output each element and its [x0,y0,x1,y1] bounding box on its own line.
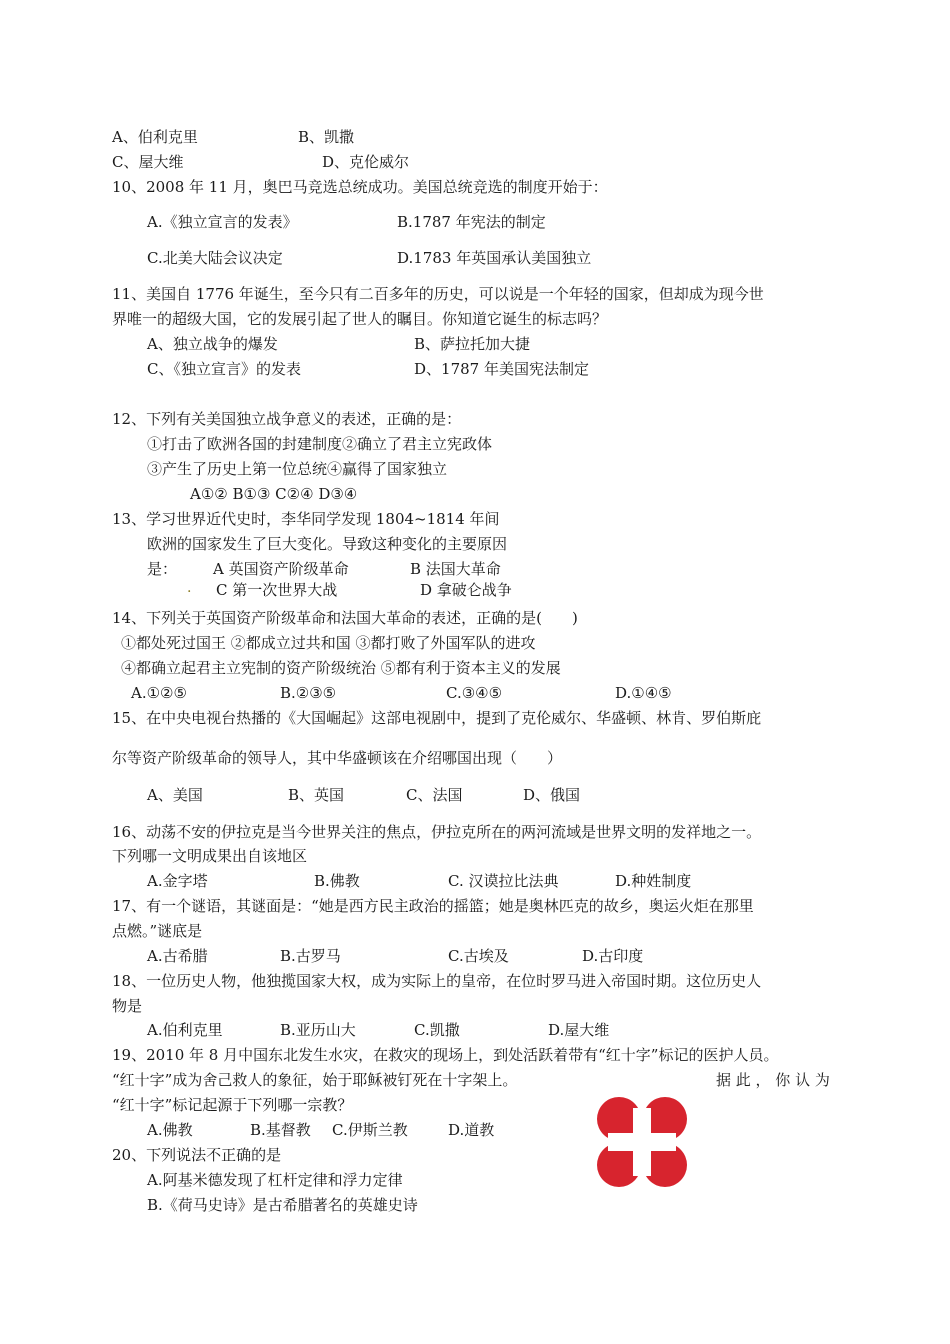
q16-option-c: C. 汉谟拉比法典 [448,872,559,890]
q15-option-d: D、俄国 [523,786,581,804]
q14-stem: 14、下列关于英国资产阶级革命和法国大革命的表述，正确的是( ) [112,609,578,627]
q18-stem-line2: 物是 [112,997,143,1015]
q9-option-a: A、伯利克里 [112,128,198,146]
q12-stem: 12、下列有关美国独立战争意义的表述，正确的是： [112,410,462,428]
q9-option-b: B、凯撒 [298,128,355,146]
q11-option-b: B、萨拉托加大捷 [414,335,531,353]
q15-option-b: B、英国 [288,786,345,804]
q10-option-c: C.北美大陆会议决定 [147,249,283,267]
q10-option-b: B.1787 年宪法的制定 [397,213,546,231]
q16-stem-line1: 16、动荡不安的伊拉克是当今世界关注的焦点，伊拉克所在的两河流域是世界文明的发祥地之一。 [112,823,762,841]
q18-stem-line1: 18、一位历史人物，他独揽国家大权，成为实际上的皇帝，在位时罗马进入帝国时期。这位历史人 [112,972,762,990]
q17-stem-line2: 点燃。”谜底是 [112,922,203,940]
q13-stem-line3: 是： [147,560,178,578]
q18-option-b: B.亚历山大 [280,1021,356,1039]
q20-stem: 20、下列说法不正确的是 [112,1146,282,1164]
q19-stem-line1: 19、2010 年 8 月中国东北发生水灾，在救灾的现场上，到处活跃着带有“红十字”标记的医护人员。 [112,1046,779,1064]
q12-statement-2: ③产生了历史上第一位总统④赢得了国家独立 [147,460,448,478]
q12-options: A①② B①③ C②④ D③④ [190,485,358,503]
q17-option-c: C.古埃及 [448,947,509,965]
q12-statement-1: ①打击了欧洲各国的封建制度②确立了君主立宪政体 [147,435,493,453]
q14-statement-1: ①都处死过国王 ②都成立过共和国 ③都打败了外国军队的进攻 [121,634,536,652]
q13-option-a: A 英国资产阶级革命 [213,560,349,578]
q10-option-a: A.《独立宣言的发表》 [147,213,298,231]
q20-option-a: A.阿基米德发现了杠杆定律和浮力定律 [147,1171,403,1189]
q11-option-c: C、《独立宣言》的发表 [147,360,301,378]
q14-option-a: A.①②⑤ [131,684,187,702]
q17-option-a: A.古希腊 [147,947,208,965]
q15-stem-line2: 尔等资产阶级革命的领导人，其中华盛顿该在介绍哪国出现（ ） [112,749,563,767]
q14-option-d: D.①④⑤ [615,684,672,702]
q19-stem-line2: “红十字”成为舍己救人的象征，始于耶稣被钉死在十字架上。 [112,1071,518,1089]
stray-dot-mark: . [187,580,192,596]
q15-option-c: C、法国 [406,786,463,804]
q9-option-d: D、克伦威尔 [322,153,410,171]
q18-option-c: C.凯撒 [414,1021,460,1039]
q13-option-c: C 第一次世界大战 [216,581,338,599]
q14-statement-2: ④都确立起君主立宪制的资产阶级统治 ⑤都有利于资本主义的发展 [121,659,561,677]
q17-stem-line1: 17、有一个谜语，其谜面是：“她是西方民主政治的摇篮；她是奥林匹克的故乡，奥运火炬在那里 [112,897,754,915]
q16-option-a: A.金字塔 [147,872,208,890]
q17-option-d: D.古印度 [582,947,644,965]
q18-option-d: D.屋大维 [548,1021,610,1039]
q13-option-d: D 拿破仑战争 [420,581,512,599]
q20-option-b: B.《荷马史诗》是古希腊著名的英雄史诗 [147,1196,418,1214]
q14-option-b: B.②③⑤ [280,684,337,702]
q13-stem-line2: 欧洲的国家发生了巨大变化。导致这种变化的主要原因 [147,535,508,553]
q13-option-b: B 法国大革命 [410,560,501,578]
q19-stem-line2-tail: 据 此 ， 你 认 为 [716,1071,830,1089]
q11-stem-line2: 界唯一的超级大国，它的发展引起了世人的瞩目。你知道它诞生的标志吗？ [112,310,608,328]
q9-option-c: C、屋大维 [112,153,184,171]
q14-option-c: C.③④⑤ [446,684,503,702]
q16-option-b: B.佛教 [314,872,360,890]
q19-option-a: A.佛教 [147,1121,193,1139]
q11-option-d: D、1787 年美国宪法制定 [414,360,589,378]
red-cross-icon [592,1092,692,1192]
q19-stem-line3: “红十字”标记起源于下列哪一宗教？ [112,1096,353,1114]
q11-stem-line1: 11、美国自 1776 年诞生，至今只有二百多年的历史，可以说是一个年轻的国家，但却成为现今世 [112,285,764,303]
q17-option-b: B.古罗马 [280,947,341,965]
q19-option-c: C.伊斯兰教 [332,1121,408,1139]
q18-option-a: A.伯利克里 [147,1021,223,1039]
q15-stem-line1: 15、在中央电视台热播的《大国崛起》这部电视剧中，提到了克伦威尔、华盛顿、林肯、罗伯斯庇 [112,709,762,727]
q19-option-d: D.道教 [448,1121,495,1139]
q16-stem-line2: 下列哪一文明成果出自该地区 [112,847,308,865]
q15-option-a: A、美国 [147,786,203,804]
q11-option-a: A、独立战争的爆发 [147,335,278,353]
q19-option-b: B.基督教 [250,1121,311,1139]
q13-stem-line1: 13、学习世界近代史时，李华同学发现 1804~1814 年间 [112,510,500,528]
q10-stem: 10、2008 年 11 月，奥巴马竞选总统成功。美国总统竞选的制度开始于： [112,178,608,196]
q10-option-d: D.1783 年英国承认美国独立 [397,249,592,267]
q16-option-d: D.种姓制度 [615,872,692,890]
